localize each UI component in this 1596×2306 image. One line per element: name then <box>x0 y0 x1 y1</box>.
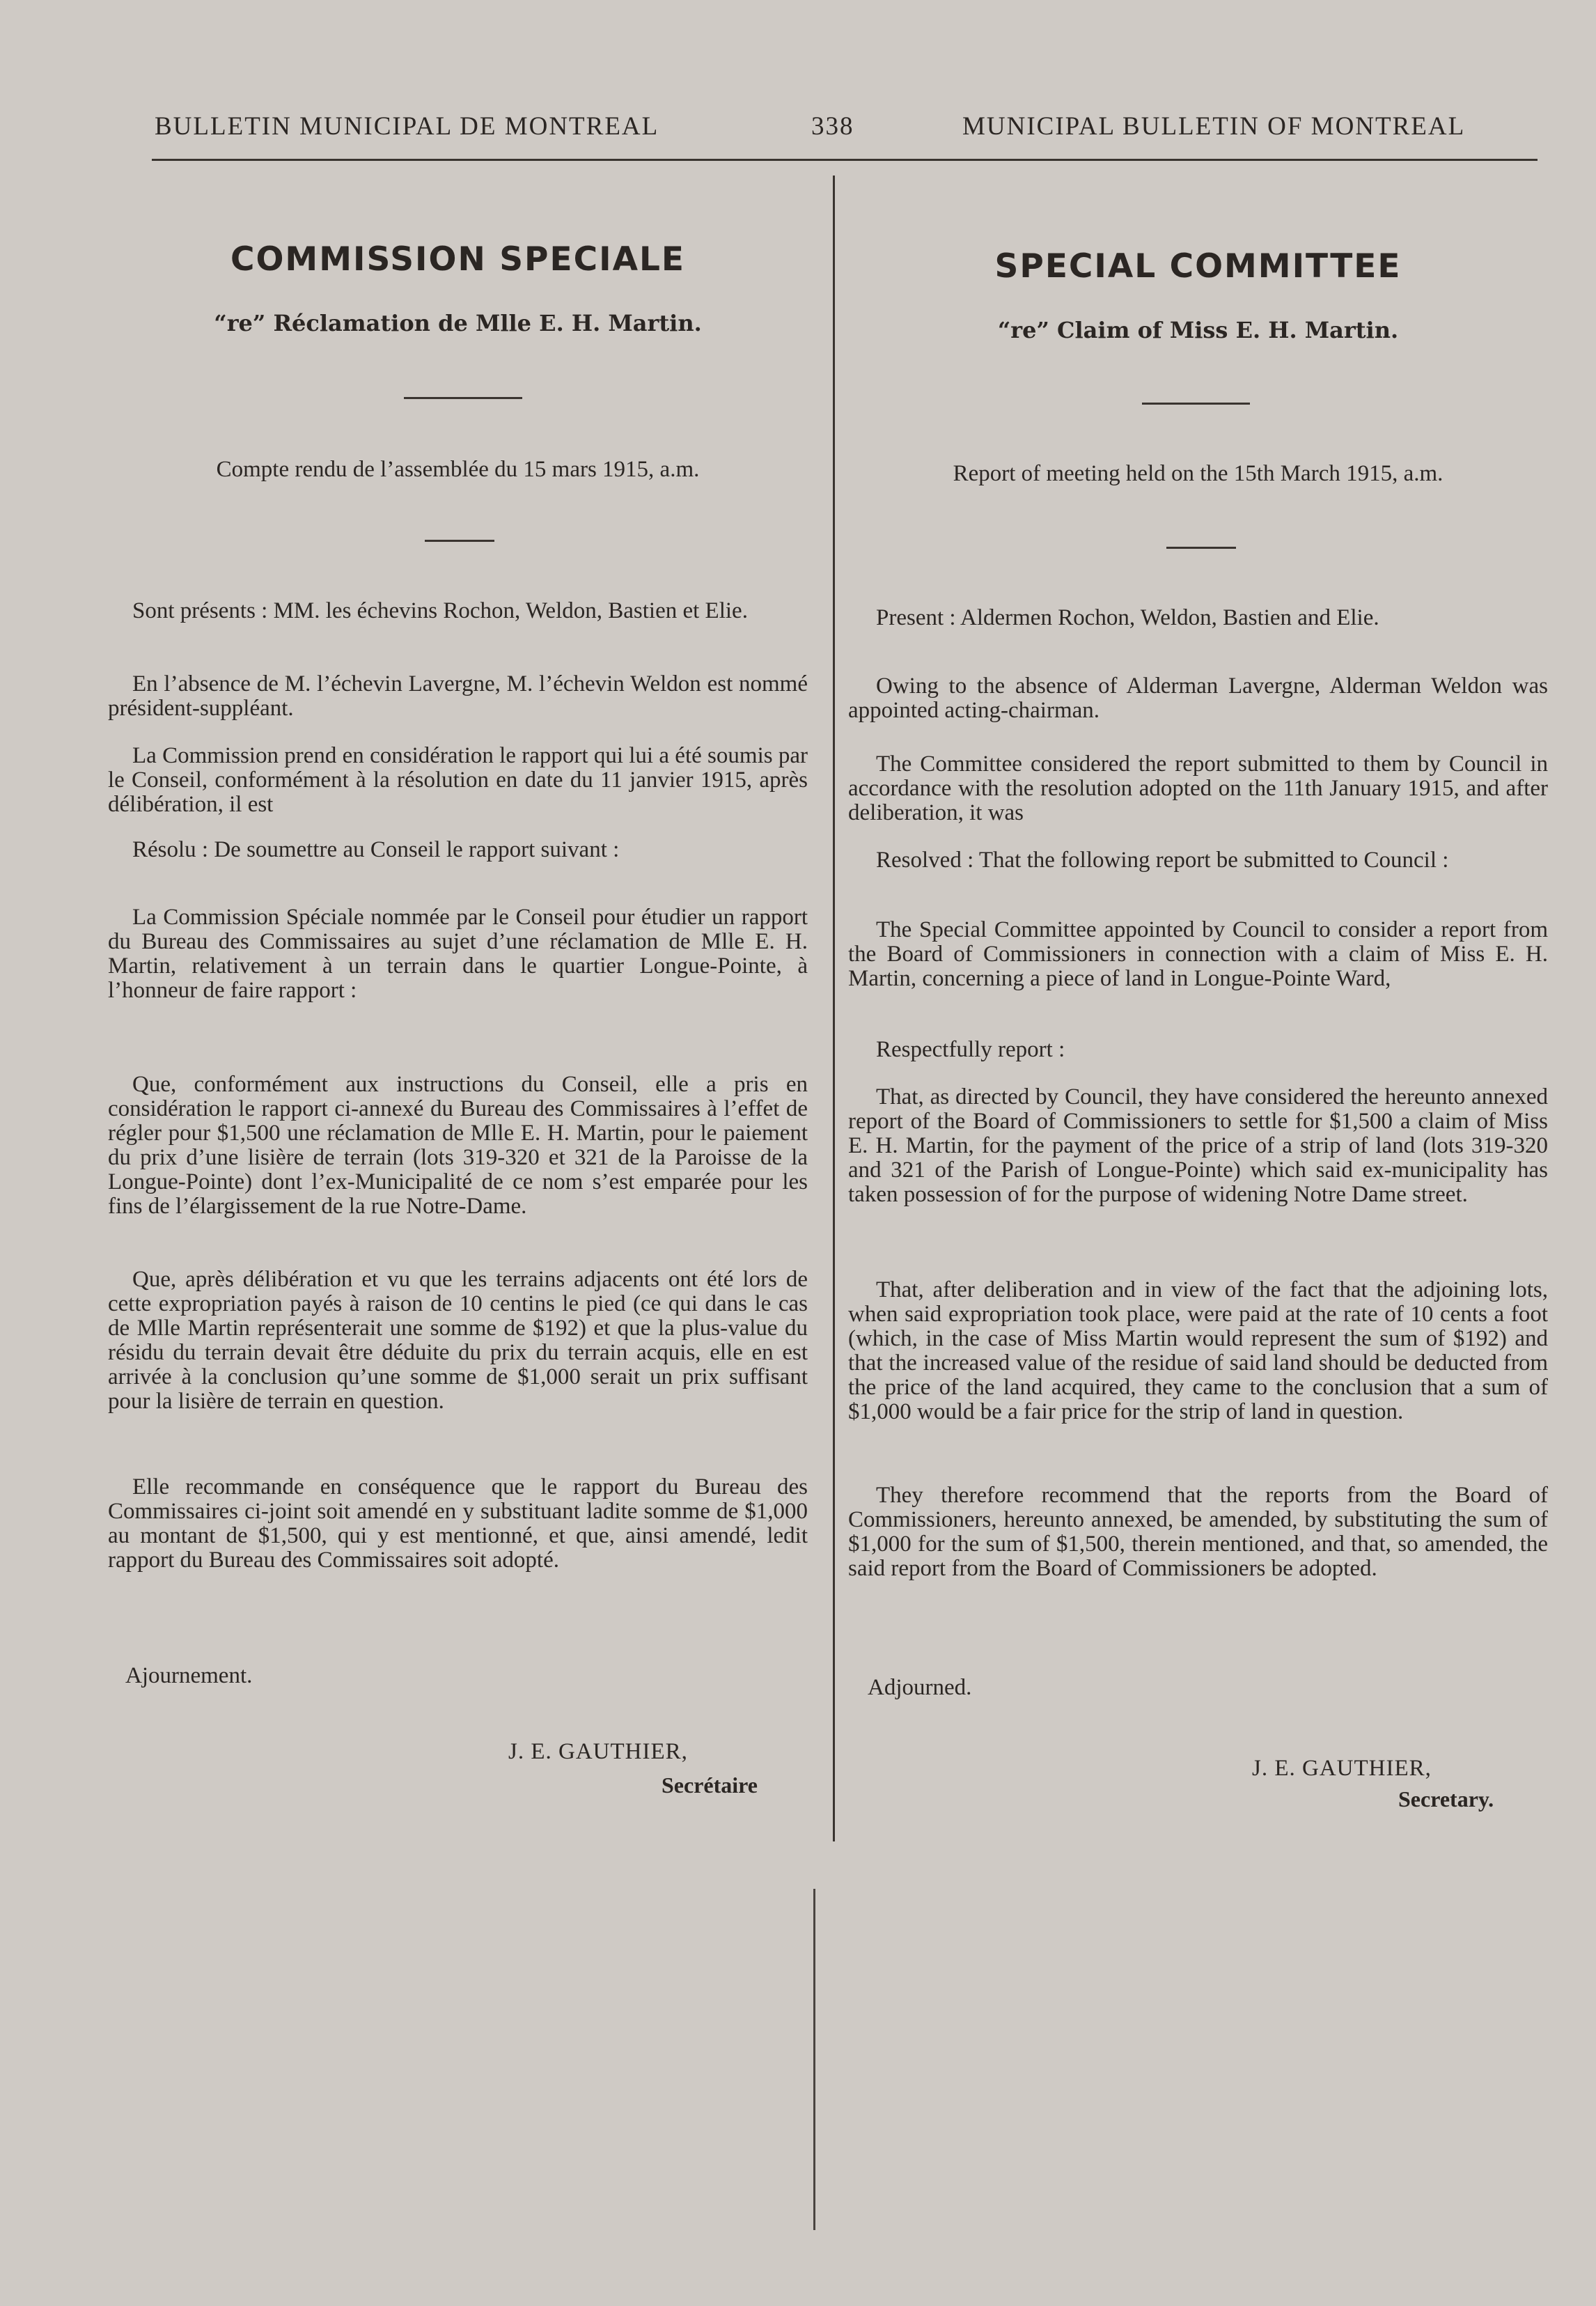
french-divider-2 <box>425 540 494 542</box>
english-divider-1 <box>1142 403 1250 405</box>
header-french-title: BULLETIN MUNICIPAL DE MONTREAL <box>155 112 659 141</box>
fold-line <box>813 1889 815 2230</box>
french-paragraph-deliberation: Que, après délibération et vu que les terrains adjacents ont été lors de cette expropriation payés à raison de 10 centins le pied (ce qui dans le cas de Mlle Martin représenterait une somme de $192) et que la plus-value du résidu du terrain devait être déduite du prix du terrain acquis, elle en est arrivée à la conclusion qu’une somme de $1,000 serait un prix suffisant pour la lisière de terrain en question. <box>108 1267 808 1414</box>
french-consideration: La Commission prend en considération le rapport qui lui a été soumis par le Conseil, conformément à la résolution en date du 11 janvier 1915, après délibération, il est <box>108 743 808 817</box>
column-divider <box>833 176 835 1841</box>
english-report-intro: The Special Committee appointed by Council to consider a report from the Board of Commissioners in connection with a claim of Miss E. H. Martin, concerning a piece of land in Longue-Pointe Ward, <box>848 917 1548 991</box>
french-meeting-line: Compte rendu de l’assemblée du 15 mars 1915, a.m. <box>216 457 700 482</box>
english-acting-chair: Owing to the absence of Alderman Lavergne, Alderman Weldon was appointed acting-chairman. <box>848 673 1548 723</box>
header-rule <box>152 159 1538 161</box>
french-present: Sont présents : MM. les échevins Rochon, Weldon, Bastien et Elie. <box>132 598 748 623</box>
english-present: Present : Aldermen Rochon, Weldon, Bastien and Elie. <box>876 605 1379 630</box>
english-subtitle: “re” Claim of Miss E. H. Martin. <box>997 317 1399 343</box>
french-signature-name: J. E. GAUTHIER, <box>508 1739 688 1764</box>
english-title: SPECIAL COMMITTEE <box>994 247 1402 286</box>
french-title: COMMISSION SPECIALE <box>230 240 686 279</box>
english-paragraph-directed: That, as directed by Council, they have considered the hereunto annexed report of the Board of Commissioners to settle for $1,500 a claim of Miss E. H. Martin, for the payment of the price of a strip of land (lots 319-320 and 321 of the Parish of Longue-Pointe) which said ex-municipality has taken possession of for the purpose of widening Notre Dame street. <box>848 1084 1548 1207</box>
french-paragraph-recommendation: Elle recommande en conséquence que le rapport du Bureau des Commissaires ci-joint soit amendé en y substituant ladite somme de $1,000 au montant de $1,500, qui y est mentionné, et que, ainsi amendé, ledit rapport du Bureau des Commissaires soit adopté. <box>108 1474 808 1573</box>
french-paragraph-instructions: Que, conformément aux instructions du Conseil, elle a pris en considération le rapport ci-annexé du Bureau des Commissaires à l’effet de régler pour $1,500 une réclamation de Mlle E. H. Martin, pour le paiement du prix d’une lisière de terrain (lots 319-320 et 321 de la Paroisse de la Longue-Pointe) dont l’ex-Municipalité de ce nom s’est emparée pour les fins de l’élargissement de la rue Notre-Dame. <box>108 1072 808 1219</box>
french-divider-1 <box>404 397 522 399</box>
english-paragraph-deliberation: That, after deliberation and in view of the fact that the adjoining lots, when said expropriation took place, were paid at the rate of 10 cents a foot (which, in the case of Miss Martin would represent the sum of $192) and that the increased value of the residue of said land should be deducted from the price of the land acquired, they came to the conclusion that a sum of $1,000 would be a fair price for the strip of land in question. <box>848 1277 1548 1424</box>
english-respectfully: Respectfully report : <box>876 1037 1065 1062</box>
header-english-title: MUNICIPAL BULLETIN OF MONTREAL <box>962 112 1466 141</box>
french-closing: Ajournement. <box>125 1663 253 1688</box>
french-acting-chair: En l’absence de M. l’échevin Lavergne, M. l’échevin Weldon est nommé président-suppléant. <box>108 671 808 721</box>
french-signature-title: Secrétaire <box>662 1773 758 1798</box>
english-signature-name: J. E. GAUTHIER, <box>1252 1756 1432 1781</box>
english-meeting-line: Report of meeting held on the 15th March 1915, a.m. <box>953 461 1444 486</box>
page-number: 338 <box>811 112 854 141</box>
english-paragraph-recommendation: They therefore recommend that the reports from the Board of Commissioners, hereunto annexed, be amended, by substituting the sum of $1,000 for the sum of $1,500, therein mentioned, and that, so amended, the said report from the Board of Commissioners be adopted. <box>848 1483 1548 1581</box>
french-subtitle: “re” Réclamation de Mlle E. H. Martin. <box>214 310 702 336</box>
english-divider-2 <box>1166 547 1236 549</box>
english-consideration: The Committee considered the report submitted to them by Council in accordance with the resolution adopted on the 11th January 1915, and after deliberation, it was <box>848 751 1548 825</box>
french-report-intro: La Commission Spéciale nommée par le Conseil pour étudier un rapport du Bureau des Commissaires au sujet d’une réclamation de Mlle E. H. Martin, relativement à un terrain dans le quartier Longue-Pointe, à l’honneur de faire rapport : <box>108 905 808 1003</box>
english-signature-title: Secretary. <box>1398 1786 1494 1812</box>
english-closing: Adjourned. <box>868 1675 972 1700</box>
french-resolved: Résolu : De soumettre au Conseil le rapport suivant : <box>132 837 620 862</box>
english-resolved: Resolved : That the following report be submitted to Council : <box>876 848 1449 873</box>
